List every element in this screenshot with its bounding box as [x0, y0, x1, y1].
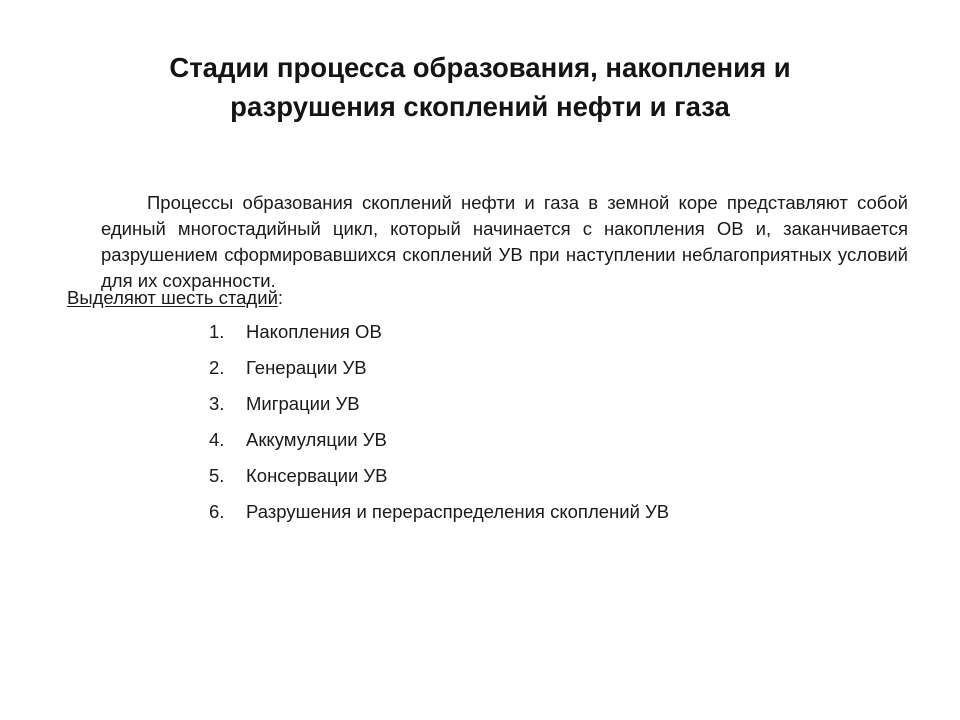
list-item — [209, 319, 669, 355]
stage-label: Консервации УВ — [246, 465, 388, 486]
slide-title-line-1: Стадии процесса образования, накопления и — [169, 52, 791, 83]
stage-number: 3. — [209, 393, 225, 414]
list-item — [209, 427, 669, 463]
list-item — [209, 391, 669, 427]
list-item — [209, 355, 669, 391]
stage-label: Аккумуляции УВ — [246, 429, 387, 450]
stage-number: 5. — [209, 465, 225, 486]
slide-title — [80, 48, 880, 126]
intro-paragraph: Процессы образования скоплений нефти и газа в земной коре представляют собой единый многостадийный цикл, который начинается с накопления ОВ и, заканчивается разрушением сформировавшихся скоплений УВ при наступлении неблагоприятных условий для их сохранности. — [101, 191, 908, 291]
stages-lead — [67, 285, 283, 311]
stage-label: Миграции УВ — [246, 393, 360, 414]
slide-title-line-2: разрушения скоплений нефти и газа — [230, 91, 730, 122]
stage-label: Генерации УВ — [246, 357, 367, 378]
stages-lead-colon: : — [277, 287, 284, 308]
stage-number: 4. — [209, 429, 225, 450]
stage-label: Накопления ОВ — [246, 321, 382, 342]
list-item — [209, 463, 669, 499]
stage-number: 1. — [209, 321, 225, 342]
stages-lead-text: Выделяют шесть стадий — [67, 287, 278, 308]
stage-number: 6. — [209, 501, 225, 522]
stage-label: Разрушения и перераспределения скоплений УВ — [246, 501, 670, 522]
list-item — [209, 499, 669, 535]
stages-list — [209, 319, 669, 535]
stage-number: 2. — [209, 357, 225, 378]
